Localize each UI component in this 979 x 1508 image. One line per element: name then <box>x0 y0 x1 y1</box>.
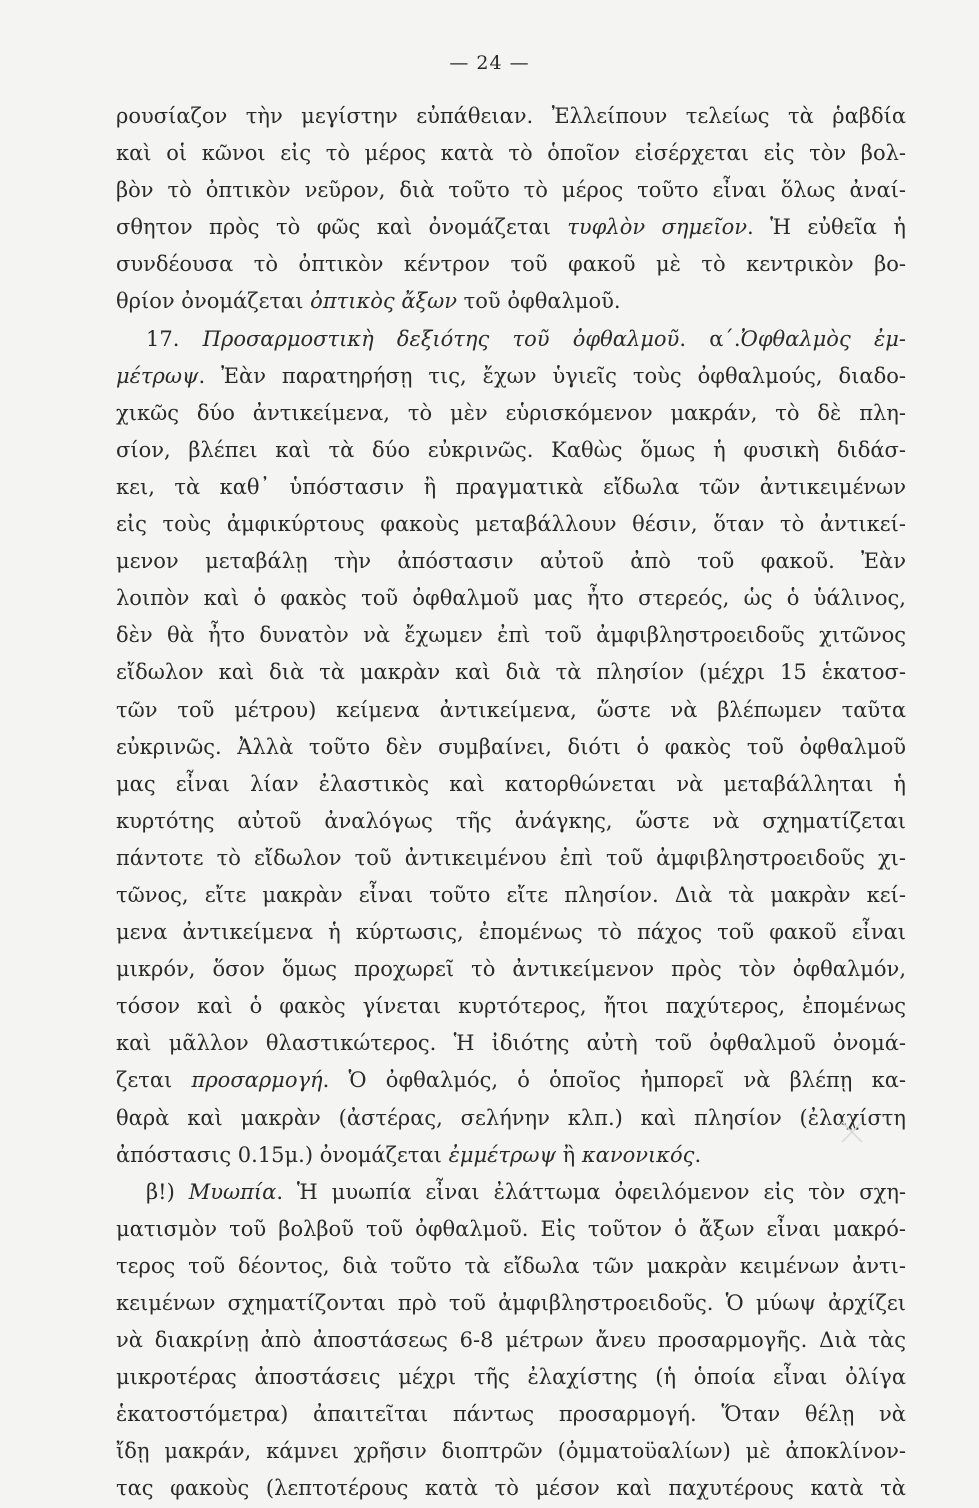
text-segment: ἴδῃ μακράν, κάμνει χρῆσιν διοπτρῶν (ὀμματοϋαλίων) μὲ ἀποκλίνον- <box>116 1439 906 1464</box>
text-segment: κει, τὰ καθ᾽ ὑπόστασιν ἢ πραγματικὰ εἴδωλα τῶν ἀντικειμένων <box>116 474 906 499</box>
text-line <box>116 1322 906 1359</box>
text-segment: ἢ <box>555 1142 582 1167</box>
text-line <box>116 617 906 654</box>
text-segment: ρουσίαζον τὴν μεγίστην εὐπάθειαν. Ἐλλείπουν τελείως τὰ ῥαβδία <box>116 104 906 128</box>
text-line <box>116 321 906 358</box>
text-segment: πάντοτε τὸ εἴδωλον τοῦ ἀντικειμένου ἐπὶ τοῦ ἀμφιβληστροειδοῦς χι- <box>116 845 906 870</box>
text-segment: μας εἶναι λίαν ἐλαστικὸς καὶ κατορθώνεται νὰ μεταβάλληται ἡ <box>116 771 906 796</box>
text-line <box>116 840 906 877</box>
text-line <box>116 1285 906 1322</box>
text-segment: συνδέουσα τὸ ὀπτικὸν κέντρον τοῦ φακοῦ μὲ τὸ κεντρικὸν βο- <box>116 252 906 277</box>
text-segment: . Ἐὰν παρατηρήσῃ τις, ἔχων ὑγιεῖς τοὺς ὀφθαλμούς, διαδο- <box>198 363 906 388</box>
text-line <box>116 914 906 951</box>
text-segment: τερος τοῦ δέοντος, διὰ τοῦτο τὰ εἴδωλα τῶν μακρὰν κειμένων ἀντι- <box>116 1253 906 1278</box>
text-line <box>116 135 906 172</box>
text-line <box>116 543 906 580</box>
text-segment: . Ἡ μυωπία εἶναι ἐλάττωμα ὀφειλόμενον εἰς τὸν σχη- <box>276 1179 906 1204</box>
text-segment: . <box>694 1142 702 1167</box>
text-segment: τῶνος, εἴτε μακρὰν εἶναι τοῦτο εἴτε πλησίον. Διὰ τὰ μακρὰν κεί- <box>116 882 906 907</box>
text-segment: κυρτότης αὐτοῦ ἀναλόγως τῆς ἀνάγκης, ὥστε νὰ σχηματίζεται <box>116 808 906 833</box>
text-line <box>116 246 906 283</box>
text-segment: . Ἡ εὐθεῖα ἡ <box>747 215 906 240</box>
italic-term: κανονικός <box>581 1142 695 1167</box>
text-line <box>116 395 906 432</box>
text-line <box>116 98 906 135</box>
text-segment: θαρὰ καὶ μακρὰν (ἀστέρας, σελήνην κλπ.) καὶ πλησίον (ἐλαχίστη <box>116 1105 906 1130</box>
text-line <box>116 729 906 766</box>
text-line <box>116 1211 906 1248</box>
text-line <box>116 692 906 729</box>
text-segment: τόσον καὶ ὁ φακὸς γίνεται κυρτότερος, ἤτοι παχύτερος, ἐπομένως <box>116 994 906 1019</box>
text-line <box>116 1137 906 1174</box>
text-segment: σθητον πρὸς τὸ φῶς καὶ ὀνομάζεται <box>116 215 568 240</box>
text-segment: β!) <box>146 1179 189 1204</box>
text-segment: εἰς τοὺς ἀμφικύρτους φακοὺς μεταβάλλουν θέσιν, ὅταν τὸ ἀντικεί- <box>116 512 906 537</box>
body-text <box>116 98 906 1508</box>
text-line <box>116 654 906 691</box>
text-segment: βὸν τὸ ὀπτικὸν νεῦρον, διὰ τοῦτο τὸ μέρος τοῦτο εἶναι ὅλως ἀναί- <box>116 178 906 203</box>
italic-term: ὀπτικὸς ἄξων <box>310 289 457 314</box>
text-line <box>116 1025 906 1062</box>
text-segment: . α΄. <box>679 326 741 351</box>
text-segment: μενα ἀντικείμενα ἡ κύρτωσις, ἐπομένως τὸ πάχος τοῦ φακοῦ εἶναι <box>116 920 906 945</box>
text-line <box>116 1062 906 1099</box>
text-segment: σίον, βλέπει καὶ τὰ δύο εὐκρινῶς. Καθὼς ὅμως ἡ φυσικὴ διδάσ- <box>116 437 906 462</box>
text-segment: μικροτέρας ἀποστάσεις μέχρι τῆς ἐλαχίστης (ἡ ὁποία εἶναι ὀλίγα <box>116 1365 906 1390</box>
text-segment: μενον μεταβάλῃ τὴν ἀπόστασιν αὐτοῦ ἀπὸ τοῦ φακοῦ. Ἐὰν <box>116 549 906 574</box>
text-line <box>116 951 906 988</box>
text-segment: εἴδωλον καὶ διὰ τὰ μακρὰν καὶ διὰ τὰ πλησίον (μέχρι 15 ἑκατοσ- <box>116 660 906 685</box>
page-number: — 24 — <box>449 52 530 74</box>
text-segment: νὰ διακρίνῃ ἀπὸ ἀποστάσεως 6-8 μέτρων ἄνευ προσαρμογῆς. Διὰ τὰς <box>116 1328 906 1353</box>
text-segment: χικῶς δύο ἀντικείμενα, τὸ μὲν εὑρισκόμενον μακράν, τὸ δὲ πλη- <box>116 400 906 425</box>
text-line <box>116 209 906 246</box>
text-line <box>116 580 906 617</box>
text-line <box>116 358 906 395</box>
text-segment: καὶ οἱ κῶνοι εἰς τὸ μέρος κατὰ τὸ ὁποῖον εἰσέρχεται εἰς τὸν βολ- <box>116 141 906 166</box>
text-segment: καὶ μᾶλλον θλαστικώτερος. Ἡ ἰδιότης αὐτὴ τοῦ ὀφθαλμοῦ ὀνομά- <box>116 1031 906 1056</box>
text-segment: κειμένων σχηματίζονται πρὸ τοῦ ἀμφιβληστροειδοῦς. Ὁ μύωψ ἀρχίζει <box>116 1291 906 1315</box>
text-segment: θρίον ὀνομάζεται <box>116 289 311 314</box>
text-segment: δὲν θὰ ἦτο δυνατὸν νὰ ἔχωμεν ἐπὶ τοῦ ἀμφιβληστροειδοῦς χιτῶνος <box>116 623 906 648</box>
text-line <box>116 1470 906 1507</box>
italic-term: Μυωπία <box>188 1179 277 1204</box>
text-segment: εὐκρινῶς. Ἀλλὰ τοῦτο δὲν συμβαίνει, διότι ὁ φακὸς τοῦ ὀφθαλμοῦ <box>116 734 906 759</box>
text-segment: ματισμὸν τοῦ βολβοῦ τοῦ ὀφθαλμοῦ. Εἰς τοῦτον ὁ ἄξων εἶναι μακρό- <box>116 1216 906 1241</box>
text-segment: ἀπόστασις 0.15μ.) ὀνομάζεται <box>116 1142 449 1167</box>
text-segment: λοιπὸν καὶ ὁ φακὸς τοῦ ὀφθαλμοῦ μας ἦτο στερεός, ὡς ὁ ὑάλινος, <box>116 586 906 611</box>
text-segment: τας φακοὺς (λεπτοτέρους κατὰ τὸ μέσον καὶ παχυτέρους κατὰ τὰ <box>116 1476 906 1501</box>
italic-term: Ὀφθαλμὸς ἐμ- <box>740 326 906 351</box>
text-segment: τῶν τοῦ μέτρου) κείμενα ἀντικείμενα, ὥστε νὰ βλέπωμεν ταῦτα <box>116 697 906 722</box>
text-line <box>116 1174 906 1211</box>
text-line <box>116 877 906 914</box>
italic-term: προσαρμογή <box>191 1068 323 1093</box>
text-line <box>116 1359 906 1396</box>
italic-term: ἐμμέτρωψ <box>448 1142 556 1167</box>
text-segment: τοῦ ὀφθαλμοῦ. <box>456 289 621 314</box>
text-line <box>116 1396 906 1433</box>
text-line <box>116 432 906 469</box>
italic-term: Προσαρμοστικὴ δεξιότης τοῦ ὀφθαλμοῦ <box>202 326 680 351</box>
text-line <box>116 506 906 543</box>
text-segment: . Ὁ ὀφθαλμός, ὁ ὁποῖος ἠμπορεῖ νὰ βλέπῃ κα- <box>322 1068 906 1093</box>
text-line <box>116 172 906 209</box>
text-line <box>116 1248 906 1285</box>
pencil-cross-mark <box>838 1118 866 1146</box>
text-line <box>116 1433 906 1470</box>
text-line <box>116 1100 906 1137</box>
text-line <box>116 469 906 506</box>
text-line <box>116 988 906 1025</box>
italic-term: τυφλὸν σημεῖον <box>567 215 748 240</box>
text-segment: ζεται <box>116 1068 192 1093</box>
text-segment: 17. <box>146 326 203 351</box>
text-segment: μικρόν, ὅσον ὅμως προχωρεῖ τὸ ἀντικείμενον πρὸς τὸν ὀφθαλμόν, <box>116 957 906 982</box>
text-line <box>116 766 906 803</box>
text-segment: ἑκατοστόμετρα) ἀπαιτεῖται πάντως προσαρμογή. Ὅταν θέλῃ νὰ <box>116 1402 906 1427</box>
text-line <box>116 803 906 840</box>
text-line <box>116 283 906 320</box>
italic-term: μέτρωψ <box>116 363 199 388</box>
